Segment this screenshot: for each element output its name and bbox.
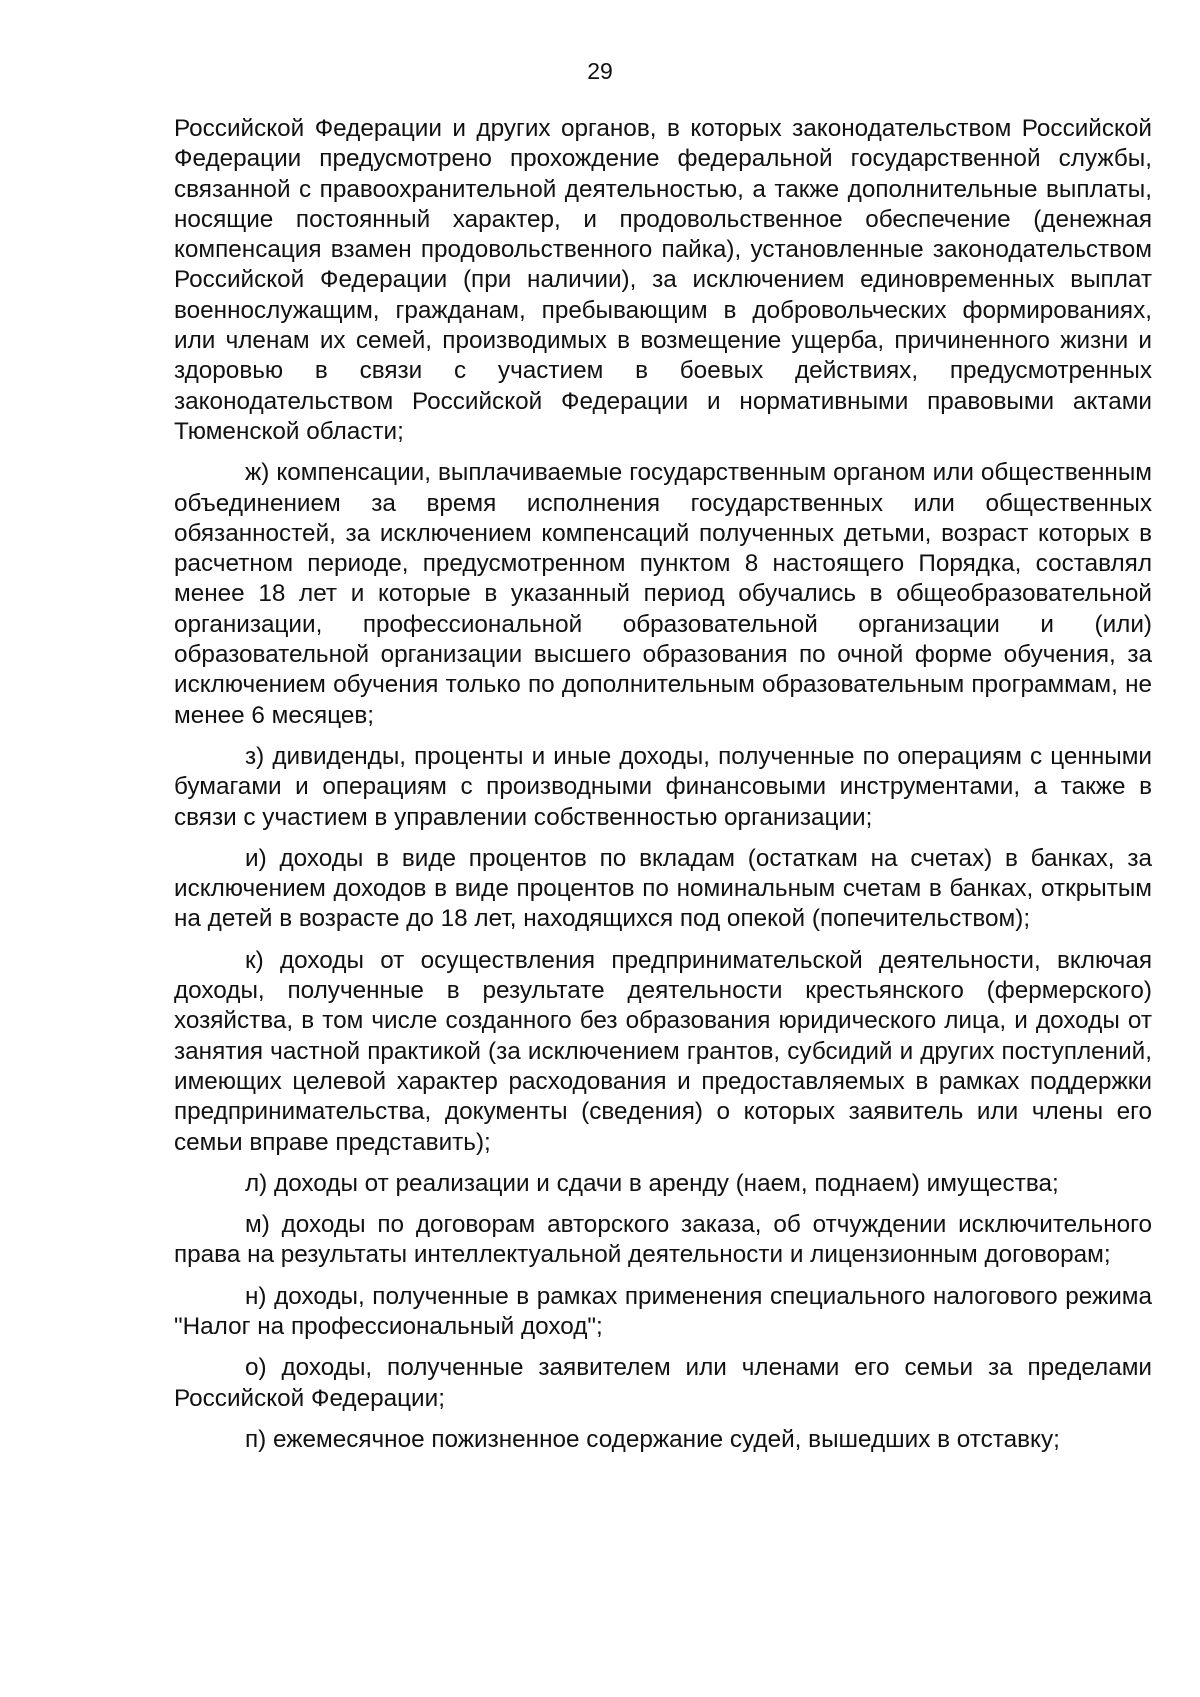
paragraph-item-zh: ж) компенсации, выплачиваемые государственным органом или общественным объединением за время исполнения государственных или общественных обязанностей, за исключением компенсаций полученных детьми, возраст которых в расчетном периоде, предусмотренном пунктом 8 настоящего Порядка, составлял менее 18 лет и которые в указанный период обучались в общеобразовательной организации, профессиональной образовательной организации и (или) образовательной организации высшего образования по очной форме обучения, за исключением обучения только по дополнительным образовательным программам, не менее 6 месяцев; xyxy=(174,459,1152,729)
paragraph-item-p: п) ежемесячное пожизненное содержание судей, вышедших в отставку; xyxy=(245,1425,1060,1453)
paragraph-item-l: л) доходы от реализации и сдачи в аренду (наем, поднаем) имущества; xyxy=(245,1169,1059,1197)
paragraph-item-z: з) дивиденды, проценты и иные доходы, полученные по операциям с ценными бумагами и операциям с производными финансовыми инструментами, а также в связи с участием в управлении собственностью организации; xyxy=(174,742,1152,831)
page-number: 29 xyxy=(587,58,613,84)
paragraph-item-i: и) доходы в виде процентов по вкладам (остаткам на счетах) в банках, за исключением доходов в виде процентов по номинальным счетам в банках, открытым на детей в возрасте до 18 лет, находящихся под опекой (попечительством); xyxy=(174,844,1152,933)
paragraph-item-o: о) доходы, полученные заявителем или членами его семьи за пределами Российской Федерации; xyxy=(174,1354,1152,1412)
paragraph-continuation: Российской Федерации и других органов, в которых законодательством Российской Федерации предусмотрено прохождение федеральной государственной службы, связанной с правоохранительной деятельностью, а также дополнительные выплаты, носящие постоянный характер, и продовольственное обеспечение (денежная компенсация взамен продовольственного пайка), установленные законодательством Российской Федерации (при наличии), за исключением единовременных выплат военнослужащим, гражданам, пребывающим в добровольческих формированиях, или членам их семей, производимых в возмещение ущерба, причиненного жизни и здоровью в связи с участием в боевых действиях, предусмотренных законодательством Российской Федерации и нормативными правовыми актами Тюменской области; xyxy=(174,115,1152,445)
paragraph-item-n: н) доходы, полученные в рамках применения специального налогового режима "Налог на профессиональный доход"; xyxy=(174,1282,1152,1340)
paragraph-item-m: м) доходы по договорам авторского заказа, об отчуждении исключительного права на результаты интеллектуальной деятельности и лицензионным договорам; xyxy=(174,1211,1152,1269)
paragraph-item-k: к) доходы от осуществления предпринимательской деятельности, включая доходы, полученные в результате деятельности крестьянского (фермерского) хозяйства, в том числе созданного без образования юридического лица, и доходы от занятия частной практикой (за исключением грантов, субсидий и других поступлений, имеющих целевой характер расходования и предоставляемых в рамках поддержки предпринимательства, документы (сведения) о которых заявитель или члены его семьи вправе представить); xyxy=(174,946,1152,1156)
document-body xyxy=(174,114,1152,1466)
